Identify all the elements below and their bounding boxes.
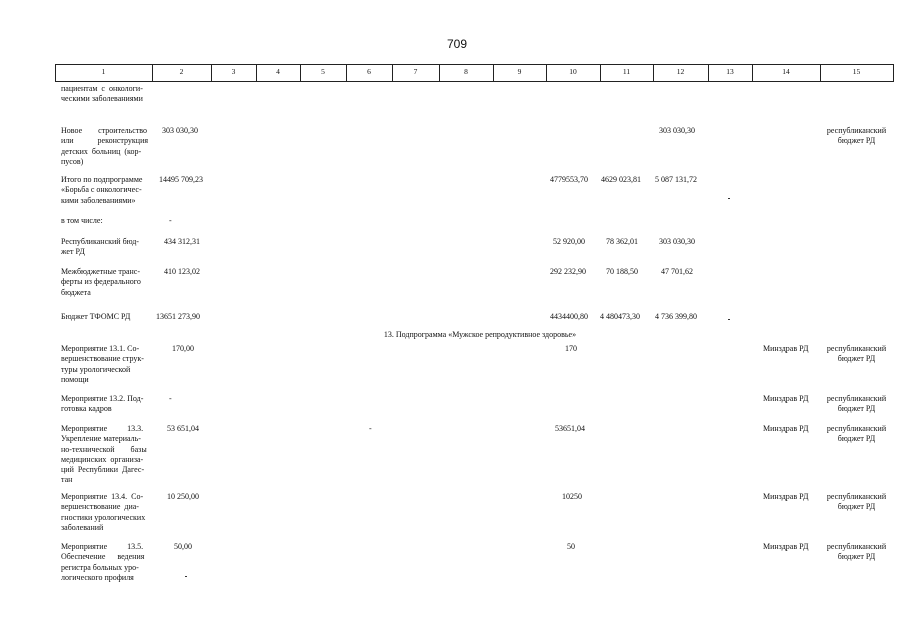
scan-speck [728, 198, 730, 199]
amount-col10: 52 920,00 [553, 237, 585, 246]
funding-source: республиканский бюджет РД [826, 542, 887, 562]
total-amount: - [169, 394, 172, 403]
amount-col11: 70 188,50 [606, 267, 638, 276]
column-number: 2 [179, 67, 184, 76]
total-amount: - [169, 216, 172, 225]
total-amount: 434 312,31 [164, 237, 200, 246]
column-number: 5 [321, 67, 325, 76]
amount-col10: 50 [567, 542, 575, 551]
row-description: Межбюджетные транс- ферты из федерального бюджета [61, 267, 141, 297]
table-top-border [55, 64, 894, 65]
row-description: в том числе: [61, 216, 103, 225]
row-description: Республиканский бюд- жет РД [61, 237, 139, 257]
funding-source: республиканский бюджет РД [826, 344, 887, 364]
amount-col10: 4434400,80 [550, 312, 588, 321]
column-number: 3 [231, 67, 236, 76]
column-number: 12 [676, 67, 685, 76]
budget-table [55, 64, 894, 624]
row-description: Новое строительство или реконструкция детских больниц (кор- пусов) [61, 126, 149, 166]
row-description: Мероприятие 13.2. Под- готовка кадров [61, 394, 144, 414]
amount-col10: 170 [565, 344, 577, 353]
row-description: Бюджет ТФОМС РД [61, 312, 131, 321]
amount-col12: 303 030,30 [659, 237, 695, 246]
row-description: Мероприятие 13.1. Со- вершенствование струк- туры урологической помощи [61, 344, 144, 384]
page-number: 709 [446, 37, 468, 51]
scan-speck [185, 576, 187, 577]
amount-col12: 5 087 131,72 [655, 175, 697, 184]
row-description: Мероприятие 13.3. Укрепление материаль- но-технической базы медицинских организа- ций Республики Дагес- тан [61, 424, 147, 485]
amount-col6: - [369, 424, 372, 433]
header-bottom-border [55, 81, 894, 82]
amount-col11: 4629 023,81 [601, 175, 641, 184]
responsible-executor: Минздрав РД [763, 542, 809, 551]
total-amount: 10 250,00 [167, 492, 199, 501]
funding-source: республиканский бюджет РД [826, 492, 887, 512]
column-number: 1 [101, 67, 106, 76]
responsible-executor: Минздрав РД [763, 492, 809, 501]
amount-col10: 4779553,70 [550, 175, 588, 184]
amount-col10: 53651,04 [555, 424, 585, 433]
total-amount: 410 123,02 [164, 267, 200, 276]
total-amount: 13651 273,90 [156, 312, 200, 321]
row-description: Итого по подпрограмме «Борьба с онкологичес- кими заболеваниями» [61, 175, 143, 205]
responsible-executor: Минздрав РД [763, 424, 809, 433]
column-number: 6 [367, 67, 371, 76]
amount-col12: 47 701,62 [661, 267, 693, 276]
column-divider [893, 64, 894, 81]
scan-speck [728, 319, 730, 320]
total-amount: 303 030,30 [162, 126, 198, 135]
column-number: 10 [569, 67, 577, 76]
column-number: 9 [517, 67, 522, 76]
amount-col12: 4 736 399,80 [655, 312, 697, 321]
amount-col10: 10250 [562, 492, 582, 501]
amount-col11: 78 362,01 [606, 237, 638, 246]
column-number: 14 [782, 67, 790, 76]
column-number: 7 [413, 67, 418, 76]
funding-source: республиканский бюджет РД [826, 424, 887, 444]
row-description: Мероприятие 13.5. Обеспечение ведения регистра больных уро- логического профиля [61, 542, 145, 582]
amount-col12: 303 030,30 [659, 126, 695, 135]
funding-source: республиканский бюджет РД [826, 394, 887, 414]
total-amount: 170,00 [172, 344, 194, 353]
column-number: 8 [464, 67, 468, 76]
amount-col11: 4 480473,30 [600, 312, 640, 321]
total-amount: 14495 709,23 [159, 175, 203, 184]
responsible-executor: Минздрав РД [763, 394, 809, 403]
column-number: 15 [852, 67, 861, 76]
row-description: пациентам с онкологи- ческими заболеваниями [61, 84, 143, 104]
funding-source: республиканский бюджет РД [826, 126, 887, 146]
section-heading: 13. Подпрограмма «Мужское репродуктивное здоровье» [383, 330, 577, 339]
total-amount: 53 651,04 [167, 424, 199, 433]
column-number: 11 [622, 67, 631, 76]
row-description: Мероприятие 13.4. Со- вершенствование диа- гностики урологических заболеваний [61, 492, 146, 532]
column-number: 4 [276, 67, 280, 76]
total-amount: 50,00 [174, 542, 192, 551]
column-number: 13 [726, 67, 734, 76]
responsible-executor: Минздрав РД [763, 344, 809, 353]
amount-col10: 292 232,90 [550, 267, 586, 276]
